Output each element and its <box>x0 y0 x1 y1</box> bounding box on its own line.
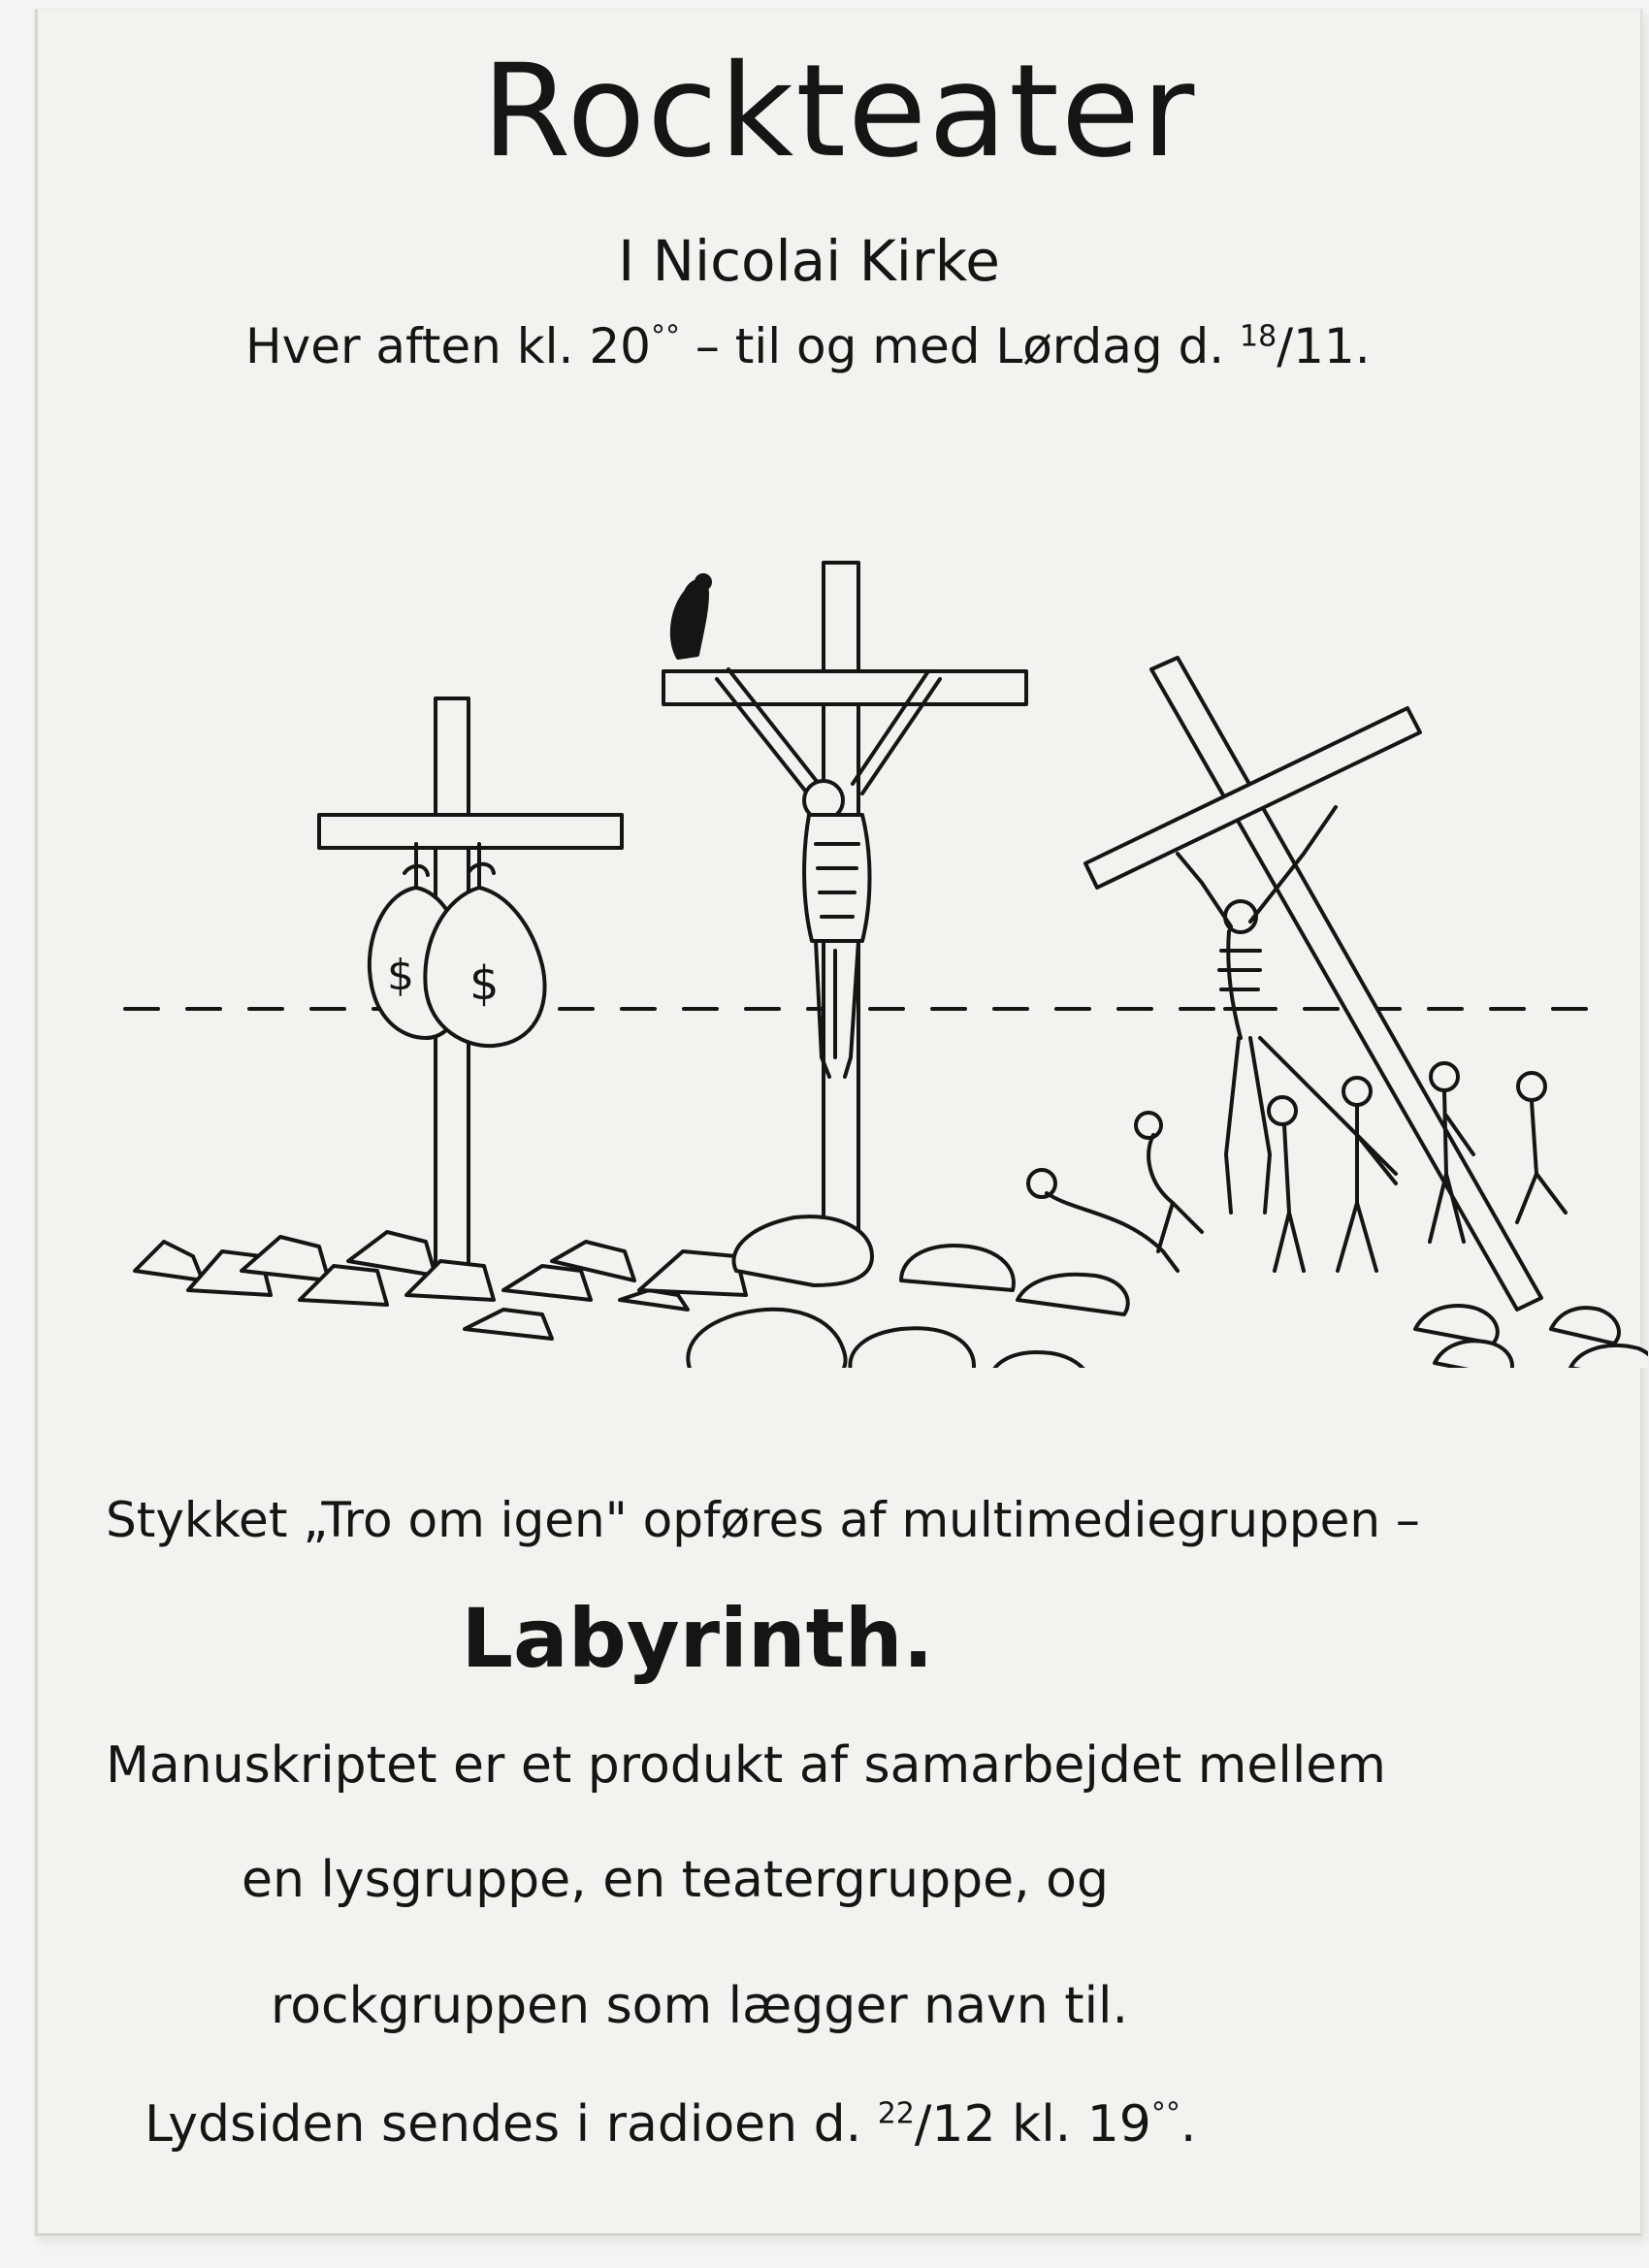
crucifixion-illustration <box>96 534 1648 1368</box>
poster-subtitle: I Nicolai Kirke <box>618 228 1000 294</box>
band-name: Labyrinth. <box>461 1591 934 1686</box>
dates-text: Hver aften kl. 20 <box>245 318 651 374</box>
body-line-rockgroup: rockgruppen som lægger navn til. <box>271 1977 1128 2035</box>
performance-dates <box>245 318 1371 374</box>
radio-date-rest: /12 kl. 19 <box>914 2095 1151 2154</box>
rocks-icon <box>135 1216 1648 1368</box>
radio-date-sup: 22 <box>877 2096 915 2131</box>
svg-text:$: $ <box>469 956 500 1011</box>
dates-day-rest: /11. <box>1277 318 1371 374</box>
dates-day-sup: 18 <box>1240 319 1277 354</box>
dates-rest: – til og med Lørdag d. <box>679 318 1241 374</box>
radio-end: . <box>1180 2095 1197 2154</box>
body-line-groups: en lysgruppe, en teatergruppe, og <box>242 1851 1110 1909</box>
poster-sheet <box>35 10 1642 2236</box>
radio-text: Lydsiden sendes i radioen d. <box>145 2095 878 2154</box>
falling-cross-with-skeleton-icon <box>1085 658 1541 1310</box>
crucifix-with-vulture-icon <box>663 563 1026 1232</box>
cross-with-money-bags-icon <box>319 698 622 1271</box>
radio-broadcast-line <box>145 2095 1196 2154</box>
radio-time-sup: °° <box>1150 2096 1180 2131</box>
dates-time-sup: °° <box>650 319 680 354</box>
poster-title: Rockteater <box>481 37 1197 186</box>
svg-text:$: $ <box>387 951 414 1000</box>
body-line-manuscript: Manuskriptet er et produkt af samarbejdet mellem <box>106 1736 1386 1795</box>
body-line-play: Stykket „Tro om igen" opføres af multimediegruppen – <box>106 1492 1420 1548</box>
